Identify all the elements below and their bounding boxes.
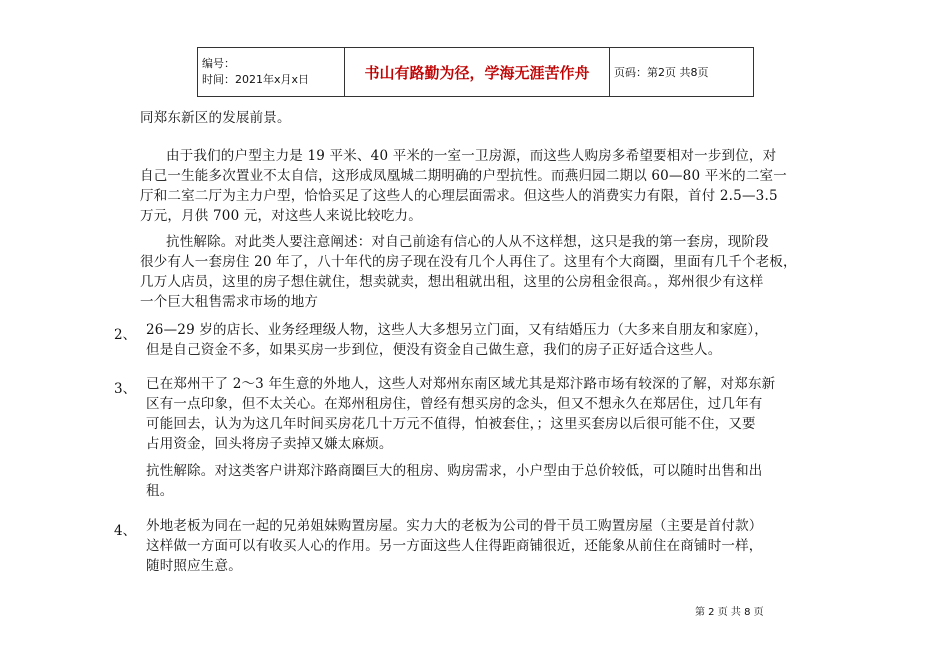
header-motto: 书山有路勤为径，学海无涯苦作舟 [345, 48, 610, 97]
list-item-4 [146, 516, 763, 576]
text-line: 由于我们的户型主力是 19 平米、40 平米的一室一卫房源，而这些人购房多希望要相对一步到位，对 [166, 148, 777, 164]
text-line: 但是自己资金不多，如果买房一步到位，便没有资金自己做生意，我们的房子正好适合这些人。 [146, 342, 722, 358]
list-number: 3、 [114, 381, 137, 397]
list-item-3 [146, 374, 775, 454]
page-footer: 第 2 页 共 8 页 [695, 607, 764, 618]
document-date: 时间：2021年x月x日 [202, 73, 310, 86]
text-line: 很少有人一套房住 20 年了，八十年代的房子现在没有几个人再住了。这里有个大商圈，里面有几千个老板， [140, 254, 797, 270]
text-line: 26—29 岁的店长、业务经理级人物，这些人大多想另立门面，又有结婚压力（大多来自朋友和家庭）， [146, 322, 768, 338]
paragraph-unit-type [140, 146, 787, 226]
text-line: 这样做一方面可以有收买人心的作用。另一方面这些人住得距商铺很近，还能象从前住在商铺时一样， [146, 538, 763, 554]
text-line: 厅和二室二厅为主力户型，恰恰买足了这些人的心理层面需求。但这些人的消费实力有限，首付 2.5—3.5 [140, 188, 778, 204]
list-number: 4、 [114, 523, 137, 539]
text-line: 同郑东新区的发展前景。 [140, 110, 291, 126]
text-line: 万元，月供 700 元，对这些人来说比较吃力。 [140, 208, 422, 224]
text-line: 区有一点印象，但不太关心。在郑州租房住，曾经有想买房的念头，但又不想永久在郑居住，过几年有 [146, 396, 763, 412]
page-header [197, 47, 754, 97]
list-item-2 [146, 320, 768, 360]
text-line: 随时照应生意。 [146, 558, 242, 574]
document-number-label: 编号： [202, 57, 235, 70]
paragraph-resistance-1 [140, 232, 797, 312]
text-line: 抗性解除。对此类人要注意阐述：对自己前途有信心的人从不这样想，这只是我的第一套房，现阶段 [166, 234, 769, 250]
header-meta [198, 48, 345, 97]
text-line: 租。 [146, 483, 174, 499]
text-line: 外地老板为同在一起的兄弟姐妹购置房屋。实力大的老板为公司的骨干员工购置房屋（主要是首付款） [146, 518, 763, 534]
text-line: 占用资金，回头将房子卖掉又嫌太麻烦。 [146, 436, 393, 452]
paragraph-intro [140, 108, 291, 128]
text-line: 可能回去，认为为这几年时间买房花几十万元不值得，怕被套住，；这里买套房以后很可能不住，又要 [146, 416, 756, 432]
list-number: 2、 [114, 327, 137, 343]
paragraph-resistance-2 [146, 461, 763, 501]
text-line: 一个巨大租售需求市场的地方 [140, 294, 319, 310]
text-line: 自己一生能多次置业不太自信，这形成凤凰城二期明确的户型抗性。而燕归园二期以 60—80 平米的二室一 [140, 168, 787, 184]
header-page-number: 页码：第2页 共8页 [610, 48, 754, 97]
text-line: 几万人店员，这里的房子想住就住，想卖就卖，想出租就出租，这里的公房租金很高。，郑州很少有这样 [140, 274, 764, 290]
text-line: 已在郑州干了 2～3 年生意的外地人，这些人对郑州东南区域尤其是郑汴路市场有较深的了解，对郑东新 [146, 376, 776, 392]
text-line: 抗性解除。对这类客户讲郑汴路商圈巨大的租房、购房需求，小户型由于总价较低，可以随时出售和出 [146, 463, 763, 479]
